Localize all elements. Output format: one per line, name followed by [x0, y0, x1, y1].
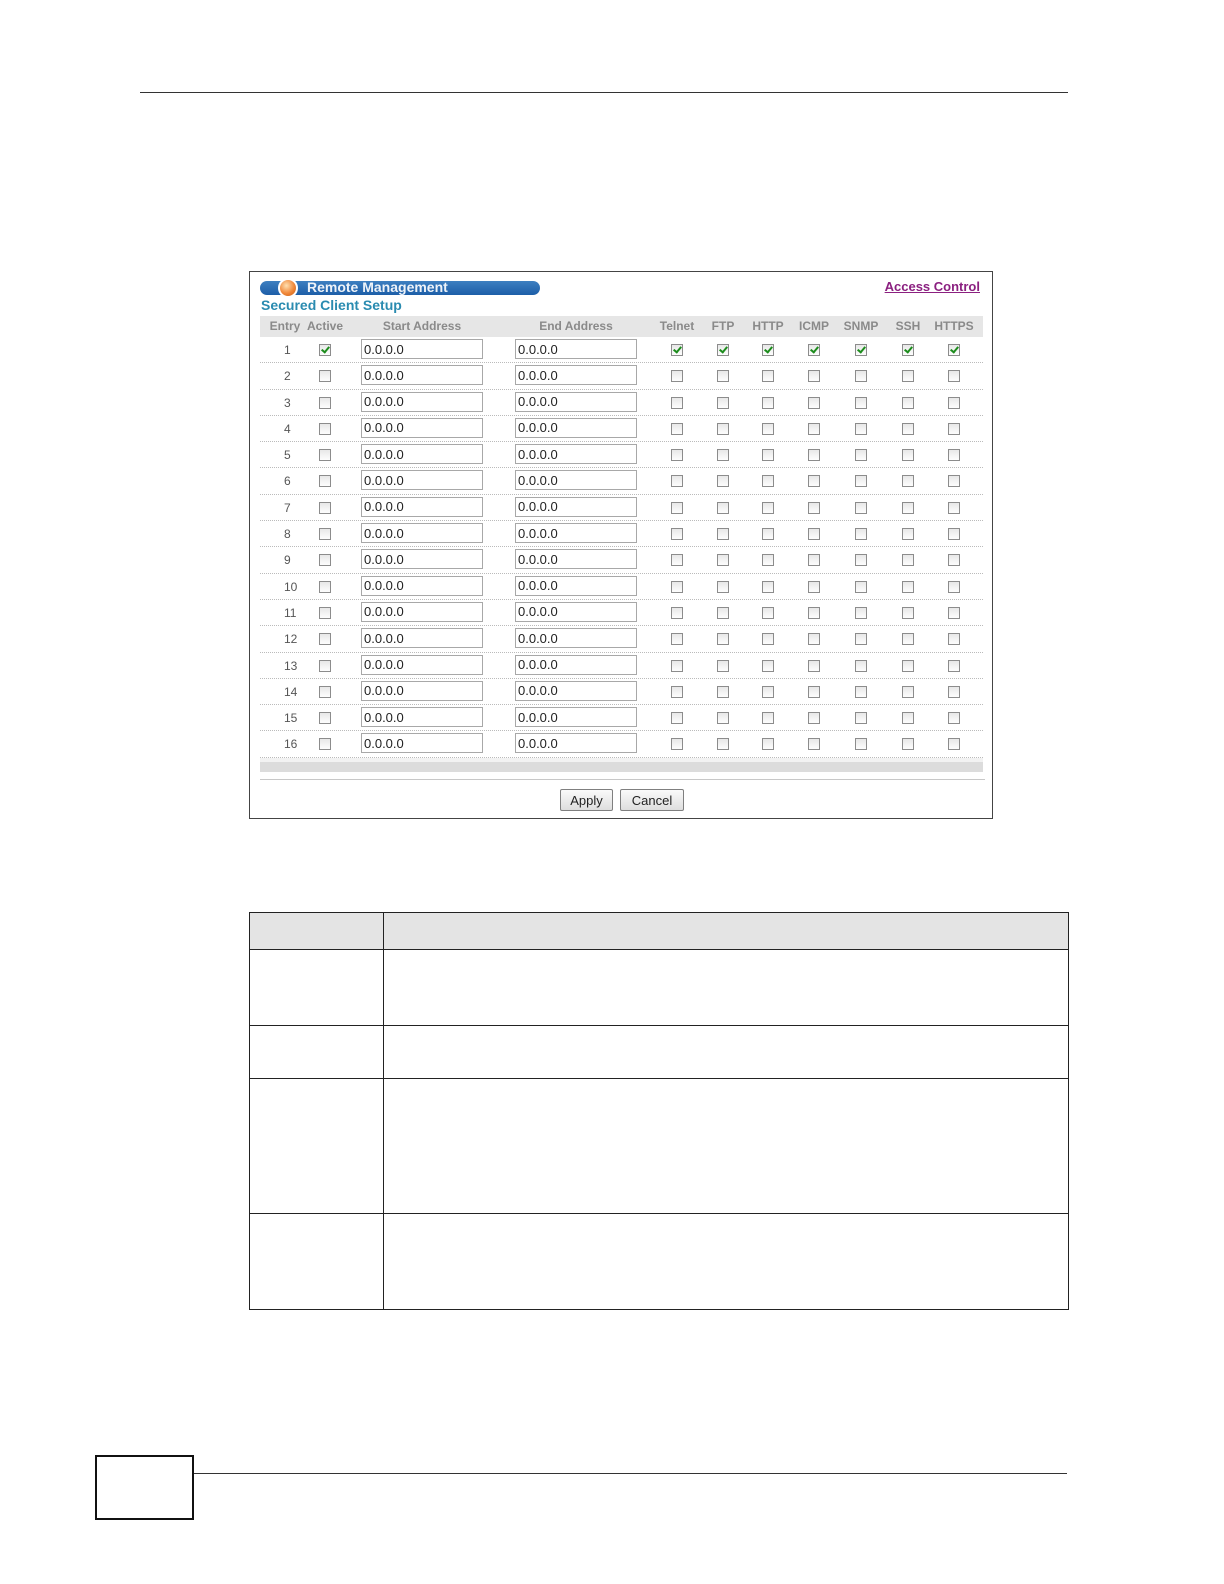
table-row	[260, 390, 983, 416]
end-address-input[interactable]	[515, 497, 637, 517]
https-checkbox[interactable]	[948, 633, 960, 645]
ftp-checkbox[interactable]	[717, 528, 729, 540]
start-address-input[interactable]	[361, 576, 483, 596]
entry-number: 11	[284, 605, 297, 620]
entry-number: 5	[284, 448, 291, 463]
http-checkbox[interactable]	[762, 633, 774, 645]
telnet-checkbox[interactable]	[671, 554, 683, 566]
table-header	[260, 316, 983, 337]
snmp-checkbox[interactable]	[855, 581, 867, 593]
telnet-checkbox[interactable]	[671, 607, 683, 619]
page-bottom-rule	[193, 1473, 1067, 1474]
end-address-input[interactable]	[515, 707, 637, 727]
entry-number: 4	[284, 421, 291, 436]
end-address-input[interactable]	[515, 339, 637, 359]
snmp-checkbox[interactable]	[855, 370, 867, 382]
icmp-checkbox[interactable]	[808, 633, 820, 645]
telnet-checkbox[interactable]	[671, 660, 683, 672]
table-row	[260, 600, 983, 626]
http-checkbox[interactable]	[762, 738, 774, 750]
start-address-input[interactable]	[361, 418, 483, 438]
remote-management-screen	[249, 271, 993, 819]
ssh-checkbox[interactable]	[902, 344, 914, 356]
https-checkbox[interactable]	[948, 738, 960, 750]
icmp-checkbox[interactable]	[808, 712, 820, 724]
active-checkbox[interactable]	[319, 633, 331, 645]
active-checkbox[interactable]	[319, 686, 331, 698]
https-checkbox[interactable]	[948, 712, 960, 724]
active-checkbox[interactable]	[319, 712, 331, 724]
table-row	[260, 337, 983, 363]
table-body	[260, 337, 983, 758]
ssh-checkbox[interactable]	[902, 397, 914, 409]
table-row	[260, 468, 983, 494]
https-checkbox[interactable]	[948, 502, 960, 514]
icmp-checkbox[interactable]	[808, 370, 820, 382]
end-address-input[interactable]	[515, 628, 637, 648]
active-checkbox[interactable]	[319, 344, 331, 356]
snmp-checkbox[interactable]	[855, 397, 867, 409]
snmp-checkbox[interactable]	[855, 660, 867, 672]
active-checkbox[interactable]	[319, 554, 331, 566]
icmp-checkbox[interactable]	[808, 581, 820, 593]
telnet-checkbox[interactable]	[671, 581, 683, 593]
table-footer	[260, 762, 983, 772]
start-address-input[interactable]	[361, 365, 483, 385]
column-header-snmp: SNMP	[843, 319, 879, 333]
start-address-input[interactable]	[361, 707, 483, 727]
divider	[260, 779, 985, 780]
column-header-icmp: ICMP	[799, 319, 829, 333]
page-number-box	[95, 1455, 194, 1520]
apply-button[interactable]: Apply	[560, 789, 613, 811]
table-row	[250, 1026, 1069, 1079]
table-row	[260, 442, 983, 468]
snmp-checkbox[interactable]	[855, 554, 867, 566]
end-address-input[interactable]	[515, 655, 637, 675]
entry-number: 9	[284, 553, 291, 568]
end-address-input[interactable]	[515, 470, 637, 490]
ssh-checkbox[interactable]	[902, 449, 914, 461]
window-title: Remote Management	[307, 279, 448, 295]
ftp-checkbox[interactable]	[717, 660, 729, 672]
ftp-checkbox[interactable]	[717, 423, 729, 435]
icmp-checkbox[interactable]	[808, 554, 820, 566]
title-bar	[260, 281, 540, 295]
ssh-checkbox[interactable]	[902, 423, 914, 435]
telnet-checkbox[interactable]	[671, 738, 683, 750]
table-row	[260, 547, 983, 573]
table-row	[260, 416, 983, 442]
ftp-checkbox[interactable]	[717, 686, 729, 698]
start-address-input[interactable]	[361, 655, 483, 675]
column-header-telnet: Telnet	[659, 319, 695, 333]
snmp-checkbox[interactable]	[855, 528, 867, 540]
active-checkbox[interactable]	[319, 660, 331, 672]
ftp-checkbox[interactable]	[717, 554, 729, 566]
column-header-end-address: End Address	[539, 319, 613, 333]
ftp-checkbox[interactable]	[717, 633, 729, 645]
entry-number: 12	[284, 632, 298, 647]
cancel-button[interactable]: Cancel	[620, 789, 684, 811]
ssh-checkbox[interactable]	[902, 554, 914, 566]
ssh-checkbox[interactable]	[902, 502, 914, 514]
icmp-checkbox[interactable]	[808, 423, 820, 435]
table-row	[250, 950, 1069, 1026]
end-address-input[interactable]	[515, 733, 637, 753]
http-checkbox[interactable]	[762, 686, 774, 698]
icmp-checkbox[interactable]	[808, 344, 820, 356]
table-row	[260, 705, 983, 731]
active-checkbox[interactable]	[319, 370, 331, 382]
ssh-checkbox[interactable]	[902, 633, 914, 645]
active-checkbox[interactable]	[319, 528, 331, 540]
table-row	[260, 731, 983, 757]
end-address-input[interactable]	[515, 365, 637, 385]
http-checkbox[interactable]	[762, 475, 774, 487]
table-row	[260, 626, 983, 652]
active-checkbox[interactable]	[319, 423, 331, 435]
http-checkbox[interactable]	[762, 449, 774, 461]
end-address-input[interactable]	[515, 523, 637, 543]
table-row	[250, 1214, 1069, 1310]
https-checkbox[interactable]	[948, 686, 960, 698]
ftp-checkbox[interactable]	[717, 475, 729, 487]
https-checkbox[interactable]	[948, 475, 960, 487]
https-checkbox[interactable]	[948, 581, 960, 593]
end-address-input[interactable]	[515, 602, 637, 622]
icmp-checkbox[interactable]	[808, 686, 820, 698]
active-checkbox[interactable]	[319, 581, 331, 593]
http-checkbox[interactable]	[762, 528, 774, 540]
start-address-input[interactable]	[361, 549, 483, 569]
icmp-checkbox[interactable]	[808, 660, 820, 672]
table-row	[260, 495, 983, 521]
https-checkbox[interactable]	[948, 370, 960, 382]
snmp-checkbox[interactable]	[855, 344, 867, 356]
telnet-checkbox[interactable]	[671, 633, 683, 645]
ftp-checkbox[interactable]	[717, 738, 729, 750]
http-checkbox[interactable]	[762, 370, 774, 382]
telnet-checkbox[interactable]	[671, 449, 683, 461]
icmp-checkbox[interactable]	[808, 475, 820, 487]
entry-number: 2	[284, 369, 291, 384]
snmp-checkbox[interactable]	[855, 502, 867, 514]
http-checkbox[interactable]	[762, 607, 774, 619]
http-checkbox[interactable]	[762, 660, 774, 672]
table-row	[260, 679, 983, 705]
table-row	[260, 574, 983, 600]
icmp-checkbox[interactable]	[808, 502, 820, 514]
entry-number: 3	[284, 395, 291, 410]
entry-number: 7	[284, 500, 291, 515]
ssh-checkbox[interactable]	[902, 475, 914, 487]
end-address-input[interactable]	[515, 576, 637, 596]
telnet-checkbox[interactable]	[671, 423, 683, 435]
snmp-checkbox[interactable]	[855, 738, 867, 750]
https-checkbox[interactable]	[948, 449, 960, 461]
start-address-input[interactable]	[361, 339, 483, 359]
telnet-checkbox[interactable]	[671, 712, 683, 724]
telnet-checkbox[interactable]	[671, 528, 683, 540]
icmp-checkbox[interactable]	[808, 607, 820, 619]
entry-number: 8	[284, 527, 291, 542]
table-row	[250, 1079, 1069, 1214]
telnet-checkbox[interactable]	[671, 344, 683, 356]
active-checkbox[interactable]	[319, 449, 331, 461]
start-address-input[interactable]	[361, 602, 483, 622]
column-header-ssh: SSH	[895, 319, 921, 333]
page-top-rule	[140, 92, 1068, 93]
https-checkbox[interactable]	[948, 528, 960, 540]
ssh-checkbox[interactable]	[902, 607, 914, 619]
http-checkbox[interactable]	[762, 397, 774, 409]
icmp-checkbox[interactable]	[808, 738, 820, 750]
secured-client-table	[260, 316, 983, 772]
start-address-input[interactable]	[361, 681, 483, 701]
column-header-start-address: Start Address	[382, 319, 462, 333]
table-row	[260, 653, 983, 679]
entry-number: 13	[284, 658, 298, 673]
access-control-link[interactable]: Access Control	[884, 279, 980, 294]
http-checkbox[interactable]	[762, 423, 774, 435]
snmp-checkbox[interactable]	[855, 423, 867, 435]
column-header-http: HTTP	[752, 319, 784, 333]
http-checkbox[interactable]	[762, 581, 774, 593]
end-address-input[interactable]	[515, 681, 637, 701]
column-header-active: Active	[306, 319, 344, 333]
icmp-checkbox[interactable]	[808, 528, 820, 540]
start-address-input[interactable]	[361, 497, 483, 517]
table-row	[250, 913, 1069, 950]
active-checkbox[interactable]	[319, 607, 331, 619]
start-address-input[interactable]	[361, 733, 483, 753]
icmp-checkbox[interactable]	[808, 397, 820, 409]
section-title: Secured Client Setup	[261, 297, 402, 313]
end-address-input[interactable]	[515, 418, 637, 438]
snmp-checkbox[interactable]	[855, 475, 867, 487]
ssh-checkbox[interactable]	[902, 528, 914, 540]
telnet-checkbox[interactable]	[671, 397, 683, 409]
column-header-entry: Entry	[269, 319, 301, 333]
snmp-checkbox[interactable]	[855, 712, 867, 724]
ftp-checkbox[interactable]	[717, 607, 729, 619]
ssh-checkbox[interactable]	[902, 370, 914, 382]
https-checkbox[interactable]	[948, 660, 960, 672]
end-address-input[interactable]	[515, 549, 637, 569]
icmp-checkbox[interactable]	[808, 449, 820, 461]
start-address-input[interactable]	[361, 444, 483, 464]
ftp-checkbox[interactable]	[717, 502, 729, 514]
active-checkbox[interactable]	[319, 738, 331, 750]
column-header-https: HTTPS	[934, 319, 974, 333]
entry-number: 10	[284, 579, 298, 594]
https-checkbox[interactable]	[948, 344, 960, 356]
column-header-ftp: FTP	[711, 319, 735, 333]
ssh-checkbox[interactable]	[902, 686, 914, 698]
telnet-checkbox[interactable]	[671, 686, 683, 698]
ftp-checkbox[interactable]	[717, 449, 729, 461]
http-checkbox[interactable]	[762, 554, 774, 566]
start-address-input[interactable]	[361, 392, 483, 412]
http-checkbox[interactable]	[762, 502, 774, 514]
table-row	[260, 363, 983, 389]
https-checkbox[interactable]	[948, 607, 960, 619]
entry-number: 16	[284, 737, 298, 752]
ssh-checkbox[interactable]	[902, 738, 914, 750]
table-row	[260, 521, 983, 547]
ssh-checkbox[interactable]	[902, 660, 914, 672]
ssh-checkbox[interactable]	[902, 712, 914, 724]
telnet-checkbox[interactable]	[671, 370, 683, 382]
description-table	[249, 912, 1069, 1310]
start-address-input[interactable]	[361, 523, 483, 543]
snmp-checkbox[interactable]	[855, 449, 867, 461]
entry-number: 14	[284, 684, 298, 699]
https-checkbox[interactable]	[948, 423, 960, 435]
https-checkbox[interactable]	[948, 554, 960, 566]
ftp-checkbox[interactable]	[717, 344, 729, 356]
orange-orb-icon	[278, 278, 298, 298]
start-address-input[interactable]	[361, 628, 483, 648]
http-checkbox[interactable]	[762, 712, 774, 724]
telnet-checkbox[interactable]	[671, 475, 683, 487]
ftp-checkbox[interactable]	[717, 712, 729, 724]
end-address-input[interactable]	[515, 392, 637, 412]
ftp-checkbox[interactable]	[717, 370, 729, 382]
snmp-checkbox[interactable]	[855, 633, 867, 645]
snmp-checkbox[interactable]	[855, 686, 867, 698]
entry-number: 15	[284, 711, 298, 726]
telnet-checkbox[interactable]	[671, 502, 683, 514]
http-checkbox[interactable]	[762, 344, 774, 356]
ssh-checkbox[interactable]	[902, 581, 914, 593]
ftp-checkbox[interactable]	[717, 397, 729, 409]
entry-number: 6	[284, 474, 291, 489]
start-address-input[interactable]	[361, 470, 483, 490]
ftp-checkbox[interactable]	[717, 581, 729, 593]
active-checkbox[interactable]	[319, 475, 331, 487]
https-checkbox[interactable]	[948, 397, 960, 409]
end-address-input[interactable]	[515, 444, 637, 464]
active-checkbox[interactable]	[319, 502, 331, 514]
active-checkbox[interactable]	[319, 397, 331, 409]
snmp-checkbox[interactable]	[855, 607, 867, 619]
entry-number: 1	[284, 343, 291, 357]
